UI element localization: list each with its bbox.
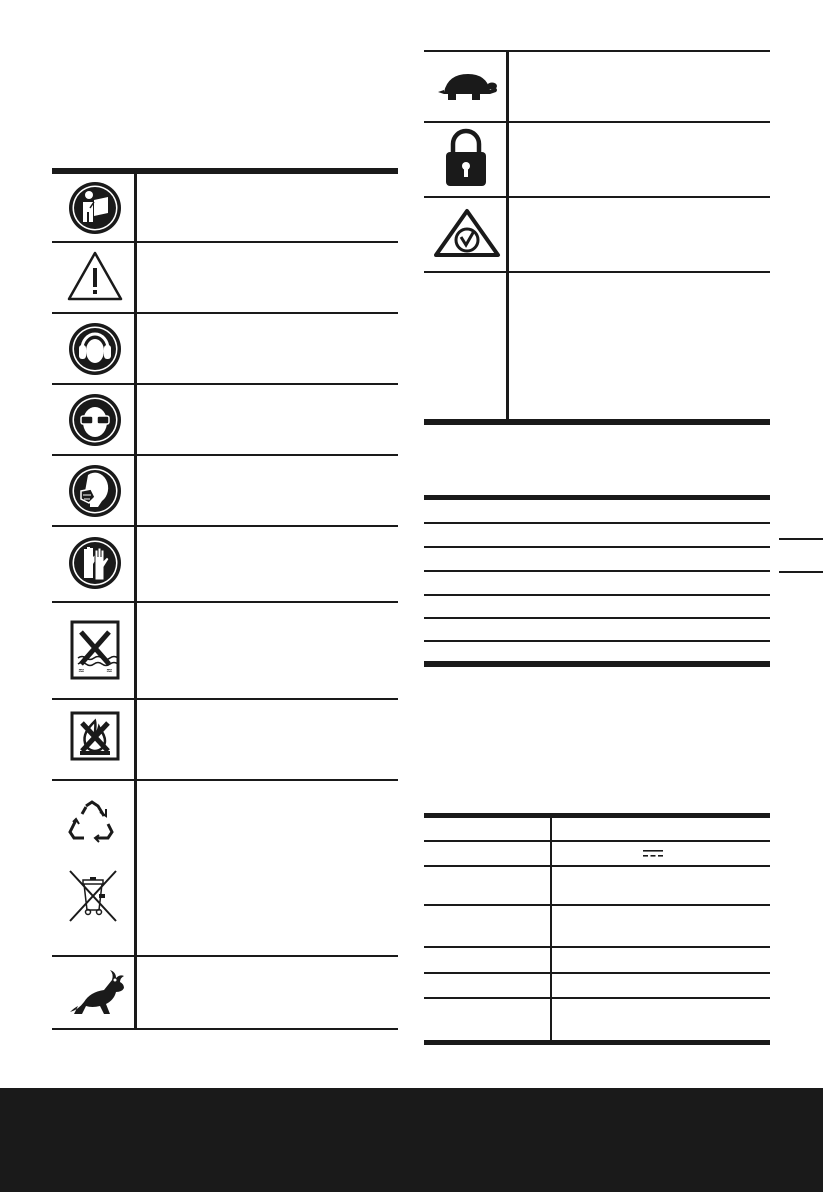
- gloves-icon: [67, 535, 123, 591]
- row-rule: [52, 383, 398, 385]
- row-rule: [424, 121, 770, 123]
- row-rule: [424, 196, 770, 198]
- table-row: [424, 594, 770, 596]
- right-table-divider: [506, 52, 509, 419]
- table-row: [424, 904, 770, 906]
- left-table-top-rule: [52, 168, 398, 174]
- table-row: [424, 840, 770, 842]
- spec-table-divider: [550, 818, 552, 1040]
- right-table-bottom-rule: [424, 419, 770, 425]
- spec-table-bottom-rule: [424, 1040, 770, 1045]
- right-table-top-rule: [424, 50, 770, 52]
- do-not-expose-to-water-icon: [70, 620, 120, 680]
- footer-band: [0, 1088, 823, 1192]
- dc-current-icon: [643, 850, 663, 859]
- do-not-burn-icon: [70, 711, 120, 761]
- row-rule: [52, 312, 398, 314]
- side-tab-mark: [779, 571, 823, 573]
- read-manual-icon: [67, 180, 123, 236]
- table-row: [424, 546, 770, 548]
- table-row: [424, 617, 770, 619]
- row-rule: [52, 955, 398, 957]
- eye-protection-icon: [67, 392, 123, 448]
- ear-protection-icon: [67, 321, 123, 377]
- row-rule: [52, 698, 398, 700]
- component-table-bottom-rule: [424, 661, 770, 667]
- low-speed-tortoise-icon: [434, 70, 498, 104]
- lock-icon: [444, 126, 488, 188]
- table-row: [424, 522, 770, 524]
- rcm-compliance-icon: [432, 207, 502, 259]
- recycle-icon: [66, 798, 118, 850]
- row-rule: [424, 271, 770, 273]
- row-rule: [52, 779, 398, 781]
- table-row: [424, 972, 770, 974]
- dust-mask-icon: [67, 463, 123, 519]
- table-row: [424, 640, 770, 642]
- table-row: [424, 570, 770, 572]
- side-tab-mark: [779, 538, 823, 540]
- row-rule: [52, 241, 398, 243]
- component-table-top-rule: [424, 495, 770, 500]
- row-rule: [52, 525, 398, 527]
- row-rule: [52, 454, 398, 456]
- table-row: [424, 997, 770, 999]
- svg-text:≈: ≈: [78, 666, 85, 675]
- spec-table-top-rule: [424, 813, 770, 818]
- warning-triangle-icon: [66, 250, 124, 302]
- table-row: [424, 865, 770, 867]
- weee-crossed-bin-icon: [67, 868, 119, 924]
- row-rule: [52, 601, 398, 603]
- svg-text:≈: ≈: [106, 666, 113, 675]
- left-table-bottom-rule: [52, 1028, 398, 1030]
- high-speed-rabbit-icon: [64, 966, 126, 1020]
- table-row: [424, 946, 770, 948]
